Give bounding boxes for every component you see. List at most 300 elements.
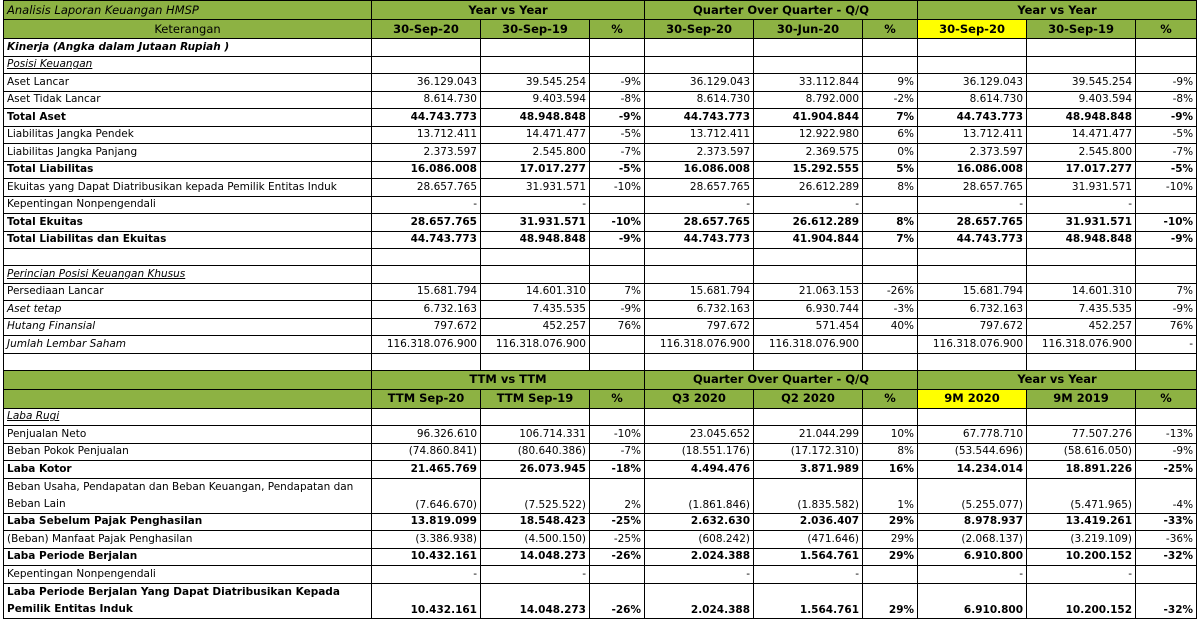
value-cell: -	[645, 566, 754, 584]
value-cell: 13.712.411	[645, 126, 754, 144]
col-header: %	[590, 20, 645, 39]
col-header: %	[863, 20, 918, 39]
row-label: Laba Kotor	[4, 461, 372, 479]
value-cell: 106.714.331	[481, 426, 590, 444]
percent-cell: 8%	[863, 179, 918, 197]
header-row-columns-2	[4, 389, 1197, 408]
value-cell: 14.048.273	[481, 583, 590, 618]
empty-cell	[863, 266, 918, 284]
percent-cell: -5%	[1136, 161, 1197, 179]
value-cell: 15.681.794	[918, 283, 1027, 301]
percent-cell: -5%	[590, 126, 645, 144]
empty-cell	[1027, 56, 1136, 74]
percent-cell: 8%	[863, 214, 918, 232]
value-cell: 41.904.844	[754, 231, 863, 249]
col-header: %	[1136, 389, 1197, 408]
percent-cell	[1136, 566, 1197, 584]
percent-cell: -33%	[1136, 513, 1197, 531]
report-title: Analisis Laporan Keuangan HMSP	[4, 1, 372, 20]
value-cell: 3.871.989	[754, 461, 863, 479]
empty-cell	[754, 266, 863, 284]
row-label: Laba Periode Berjalan	[4, 548, 372, 566]
percent-cell: -10%	[590, 179, 645, 197]
empty-header	[4, 389, 372, 408]
percent-cell: -8%	[1136, 91, 1197, 109]
percent-cell	[590, 336, 645, 354]
percent-cell: -8%	[590, 91, 645, 109]
table-row	[4, 513, 1197, 531]
empty-cell	[918, 249, 1027, 266]
empty-cell	[1027, 266, 1136, 284]
spacer-row	[4, 249, 1197, 266]
percent-cell: 29%	[863, 548, 918, 566]
value-cell: 8.614.730	[645, 91, 754, 109]
percent-cell: 10%	[863, 426, 918, 444]
empty-cell	[372, 56, 481, 74]
col-header-highlight: 9M 2020	[918, 389, 1027, 408]
value-cell: 2.024.388	[645, 583, 754, 618]
value-cell: 15.292.555	[754, 161, 863, 179]
col-header: Q2 2020	[754, 389, 863, 408]
empty-cell	[590, 39, 645, 57]
percent-cell: 2%	[590, 478, 645, 513]
percent-cell: -10%	[1136, 179, 1197, 197]
table-row	[4, 531, 1197, 549]
value-cell: 23.045.652	[645, 426, 754, 444]
value-cell: 14.471.477	[1027, 126, 1136, 144]
group-ttm-vs-ttm: TTM vs TTM	[372, 370, 645, 389]
value-cell: 7.435.535	[481, 301, 590, 319]
value-cell: 15.681.794	[645, 283, 754, 301]
empty-cell	[645, 56, 754, 74]
value-cell: (53.544.696)	[918, 443, 1027, 461]
value-cell: 26.612.289	[754, 179, 863, 197]
value-cell: 39.545.254	[481, 74, 590, 92]
value-cell: (2.068.137)	[918, 531, 1027, 549]
value-cell: 6.732.163	[372, 301, 481, 319]
value-cell: 9.403.594	[481, 91, 590, 109]
percent-cell	[863, 336, 918, 354]
percent-cell: 9%	[863, 74, 918, 92]
empty-cell	[4, 249, 372, 266]
value-cell: 2.373.597	[918, 144, 1027, 162]
percent-cell: -9%	[590, 231, 645, 249]
col-header: TTM Sep-20	[372, 389, 481, 408]
value-cell: 2.373.597	[372, 144, 481, 162]
percent-cell: -26%	[590, 583, 645, 618]
table-row	[4, 548, 1197, 566]
value-cell: 48.948.848	[481, 109, 590, 127]
spacer-row	[4, 353, 1197, 370]
empty-cell	[1136, 39, 1197, 57]
value-cell: 21.465.769	[372, 461, 481, 479]
empty-cell	[590, 249, 645, 266]
empty-cell	[1136, 249, 1197, 266]
value-cell: 6.910.800	[918, 583, 1027, 618]
row-label: Jumlah Lembar Saham	[4, 336, 372, 354]
value-cell: 26.612.289	[754, 214, 863, 232]
table-row	[4, 196, 1197, 214]
table-row	[4, 336, 1197, 354]
value-cell: (3.219.109)	[1027, 531, 1136, 549]
percent-cell: -25%	[1136, 461, 1197, 479]
value-cell: (5.255.077)	[918, 478, 1027, 513]
value-cell: 116.318.076.900	[754, 336, 863, 354]
header-row-groups	[4, 1, 1197, 20]
value-cell: 44.743.773	[918, 231, 1027, 249]
value-cell: (7.525.522)	[481, 478, 590, 513]
value-cell: 452.257	[1027, 318, 1136, 336]
value-cell: 2.373.597	[645, 144, 754, 162]
value-cell: 44.743.773	[645, 231, 754, 249]
row-label: Ekuitas yang Dapat Diatribusikan kepada Pemilik Entitas Induk	[4, 179, 372, 197]
value-cell: 6.910.800	[918, 548, 1027, 566]
percent-cell: -10%	[590, 426, 645, 444]
value-cell: 48.948.848	[1027, 231, 1136, 249]
value-cell: 12.922.980	[754, 126, 863, 144]
percent-cell: -5%	[590, 161, 645, 179]
empty-cell	[918, 266, 1027, 284]
value-cell: (7.646.670)	[372, 478, 481, 513]
percent-cell: 7%	[1136, 283, 1197, 301]
empty-cell	[1136, 56, 1197, 74]
percent-cell: -5%	[1136, 126, 1197, 144]
empty-cell	[481, 39, 590, 57]
empty-cell	[645, 249, 754, 266]
value-cell: -	[1027, 196, 1136, 214]
empty-cell	[754, 39, 863, 57]
value-cell: -	[372, 566, 481, 584]
percent-cell	[863, 196, 918, 214]
empty-cell	[481, 249, 590, 266]
row-label: Laba Periode Berjalan Yang Dapat Diatribusikan Kepada Pemilik Entitas Induk	[4, 583, 372, 618]
value-cell: 13.712.411	[372, 126, 481, 144]
value-cell: 4.494.476	[645, 461, 754, 479]
value-cell: 8.614.730	[372, 91, 481, 109]
value-cell: (74.860.841)	[372, 443, 481, 461]
group-year-vs-year-2: Year vs Year	[918, 1, 1197, 20]
value-cell: 10.432.161	[372, 583, 481, 618]
value-cell: -	[918, 566, 1027, 584]
value-cell: 21.063.153	[754, 283, 863, 301]
empty-cell	[1136, 353, 1197, 370]
value-cell: 18.548.423	[481, 513, 590, 531]
table-row	[4, 144, 1197, 162]
value-cell: (80.640.386)	[481, 443, 590, 461]
percent-cell	[590, 196, 645, 214]
empty-cell	[372, 249, 481, 266]
value-cell: 8.792.000	[754, 91, 863, 109]
value-cell: 2.369.575	[754, 144, 863, 162]
empty-cell	[481, 266, 590, 284]
empty-cell	[645, 39, 754, 57]
value-cell: 116.318.076.900	[481, 336, 590, 354]
header-row-columns	[4, 20, 1197, 39]
empty-cell	[918, 408, 1027, 426]
row-label: Liabilitas Jangka Pendek	[4, 126, 372, 144]
percent-cell: -3%	[863, 301, 918, 319]
row-label: Persediaan Lancar	[4, 283, 372, 301]
percent-cell: 29%	[863, 531, 918, 549]
percent-cell: 0%	[863, 144, 918, 162]
empty-cell	[590, 408, 645, 426]
percent-cell: 29%	[863, 583, 918, 618]
value-cell: 116.318.076.900	[372, 336, 481, 354]
empty-cell	[645, 353, 754, 370]
value-cell: 2.545.800	[481, 144, 590, 162]
percent-cell: -9%	[1136, 301, 1197, 319]
row-label: Kepentingan Nonpengendali	[4, 566, 372, 584]
percent-cell: -7%	[590, 144, 645, 162]
percent-cell: -9%	[1136, 109, 1197, 127]
row-label: Total Ekuitas	[4, 214, 372, 232]
row-label: Kinerja (Angka dalam Jutaan Rupiah )	[4, 39, 372, 57]
value-cell: 44.743.773	[372, 109, 481, 127]
value-cell: 1.564.761	[754, 548, 863, 566]
empty-cell	[590, 56, 645, 74]
value-cell: 15.681.794	[372, 283, 481, 301]
percent-cell: -9%	[590, 109, 645, 127]
empty-cell	[1136, 266, 1197, 284]
value-cell: 116.318.076.900	[918, 336, 1027, 354]
table-row	[4, 179, 1197, 197]
empty-cell	[4, 353, 372, 370]
empty-cell	[754, 408, 863, 426]
empty-cell	[863, 353, 918, 370]
group-year-vs-year: Year vs Year	[372, 1, 645, 20]
percent-cell: 7%	[590, 283, 645, 301]
percent-cell	[590, 566, 645, 584]
value-cell: 17.017.277	[1027, 161, 1136, 179]
table-row	[4, 461, 1197, 479]
col-header: 30-Sep-20	[645, 20, 754, 39]
percent-cell: -26%	[590, 548, 645, 566]
value-cell: 9.403.594	[1027, 91, 1136, 109]
table-row	[4, 426, 1197, 444]
col-header: 30-Sep-19	[481, 20, 590, 39]
value-cell: 44.743.773	[372, 231, 481, 249]
value-cell: 452.257	[481, 318, 590, 336]
value-cell: (1.835.582)	[754, 478, 863, 513]
percent-cell: 5%	[863, 161, 918, 179]
row-label: Laba Rugi	[4, 408, 372, 426]
percent-cell: 7%	[863, 231, 918, 249]
row-label: Perincian Posisi Keuangan Khusus	[4, 266, 372, 284]
col-header: 9M 2019	[1027, 389, 1136, 408]
value-cell: 26.073.945	[481, 461, 590, 479]
table-row	[4, 91, 1197, 109]
value-cell: 21.044.299	[754, 426, 863, 444]
empty-cell	[918, 56, 1027, 74]
value-cell: 16.086.008	[645, 161, 754, 179]
empty-cell	[918, 353, 1027, 370]
value-cell: -	[754, 196, 863, 214]
table-row	[4, 478, 1197, 513]
row-label: Aset Tidak Lancar	[4, 91, 372, 109]
empty-cell	[481, 56, 590, 74]
value-cell: 10.200.152	[1027, 548, 1136, 566]
percent-cell: -9%	[590, 301, 645, 319]
value-cell: 48.948.848	[481, 231, 590, 249]
empty-cell	[754, 249, 863, 266]
empty-cell	[754, 353, 863, 370]
percent-cell: -	[1136, 336, 1197, 354]
value-cell: 28.657.765	[645, 179, 754, 197]
value-cell: 571.454	[754, 318, 863, 336]
value-cell: 10.432.161	[372, 548, 481, 566]
empty-cell	[645, 408, 754, 426]
col-header: %	[590, 389, 645, 408]
value-cell: 28.657.765	[372, 214, 481, 232]
col-header: %	[1136, 20, 1197, 39]
row-label: Beban Usaha, Pendapatan dan Beban Keuangan, Pendapatan dan Beban Lain	[4, 478, 372, 513]
col-header: TTM Sep-19	[481, 389, 590, 408]
percent-cell: -25%	[590, 531, 645, 549]
value-cell: (18.551.176)	[645, 443, 754, 461]
row-label: (Beban) Manfaat Pajak Penghasilan	[4, 531, 372, 549]
col-keterangan: Keterangan	[4, 20, 372, 39]
table-row	[4, 301, 1197, 319]
percent-cell: -36%	[1136, 531, 1197, 549]
table-row	[4, 126, 1197, 144]
value-cell: (5.471.965)	[1027, 478, 1136, 513]
section-laba-rugi	[4, 408, 1197, 426]
value-cell: 2.024.388	[645, 548, 754, 566]
row-label: Total Liabilitas dan Ekuitas	[4, 231, 372, 249]
percent-cell: -9%	[590, 74, 645, 92]
row-label: Laba Sebelum Pajak Penghasilan	[4, 513, 372, 531]
row-label: Hutang Finansial	[4, 318, 372, 336]
percent-cell: -2%	[863, 91, 918, 109]
value-cell: (58.616.050)	[1027, 443, 1136, 461]
value-cell: 8.978.937	[918, 513, 1027, 531]
value-cell: 6.930.744	[754, 301, 863, 319]
section-kinerja	[4, 39, 1197, 57]
empty-cell	[1027, 353, 1136, 370]
value-cell: 2.036.407	[754, 513, 863, 531]
empty-cell	[481, 408, 590, 426]
group-year-vs-year-3: Year vs Year	[918, 370, 1197, 389]
empty-cell	[1027, 249, 1136, 266]
value-cell: 31.931.571	[481, 179, 590, 197]
table-row	[4, 231, 1197, 249]
value-cell: 44.743.773	[918, 109, 1027, 127]
empty-cell	[863, 408, 918, 426]
value-cell: -	[645, 196, 754, 214]
empty-cell	[590, 353, 645, 370]
value-cell: 14.601.310	[481, 283, 590, 301]
value-cell: -	[754, 566, 863, 584]
value-cell: (471.646)	[754, 531, 863, 549]
empty-cell	[918, 39, 1027, 57]
value-cell: 41.904.844	[754, 109, 863, 127]
value-cell: (608.242)	[645, 531, 754, 549]
percent-cell: -25%	[590, 513, 645, 531]
table-row	[4, 109, 1197, 127]
table-row	[4, 161, 1197, 179]
value-cell: 8.614.730	[918, 91, 1027, 109]
value-cell: 44.743.773	[645, 109, 754, 127]
value-cell: 6.732.163	[645, 301, 754, 319]
percent-cell: 40%	[863, 318, 918, 336]
value-cell: 28.657.765	[372, 179, 481, 197]
percent-cell: -9%	[1136, 443, 1197, 461]
value-cell: 36.129.043	[645, 74, 754, 92]
table-row	[4, 443, 1197, 461]
percent-cell: 29%	[863, 513, 918, 531]
percent-cell: 7%	[863, 109, 918, 127]
value-cell: 33.112.844	[754, 74, 863, 92]
percent-cell: 6%	[863, 126, 918, 144]
value-cell: 13.419.261	[1027, 513, 1136, 531]
value-cell: 28.657.765	[645, 214, 754, 232]
table-row	[4, 74, 1197, 92]
col-header: 30-Jun-20	[754, 20, 863, 39]
empty-cell	[372, 353, 481, 370]
row-label: Posisi Keuangan	[4, 56, 372, 74]
empty-cell	[1027, 39, 1136, 57]
table-row	[4, 283, 1197, 301]
table-row	[4, 583, 1197, 618]
percent-cell: -13%	[1136, 426, 1197, 444]
percent-cell: 8%	[863, 443, 918, 461]
empty-cell	[863, 56, 918, 74]
value-cell: (4.500.150)	[481, 531, 590, 549]
percent-cell	[863, 566, 918, 584]
value-cell: 14.601.310	[1027, 283, 1136, 301]
value-cell: 28.657.765	[918, 179, 1027, 197]
col-header: 30-Sep-20	[372, 20, 481, 39]
col-header: 30-Sep-19	[1027, 20, 1136, 39]
empty-cell	[863, 39, 918, 57]
value-cell: (17.172.310)	[754, 443, 863, 461]
value-cell: 18.891.226	[1027, 461, 1136, 479]
value-cell: 10.200.152	[1027, 583, 1136, 618]
row-label: Aset tetap	[4, 301, 372, 319]
value-cell: (1.861.846)	[645, 478, 754, 513]
percent-cell: -32%	[1136, 583, 1197, 618]
value-cell: 116.318.076.900	[1027, 336, 1136, 354]
row-label: Aset Lancar	[4, 74, 372, 92]
percent-cell: -18%	[590, 461, 645, 479]
section-perincian	[4, 266, 1197, 284]
row-label: Total Aset	[4, 109, 372, 127]
row-label: Liabilitas Jangka Panjang	[4, 144, 372, 162]
percent-cell: -7%	[1136, 144, 1197, 162]
value-cell: -	[918, 196, 1027, 214]
col-header: %	[863, 389, 918, 408]
empty-cell	[372, 39, 481, 57]
value-cell: -	[372, 196, 481, 214]
empty-cell	[481, 353, 590, 370]
value-cell: 31.931.571	[1027, 179, 1136, 197]
row-label: Beban Pokok Penjualan	[4, 443, 372, 461]
value-cell: -	[481, 196, 590, 214]
value-cell: 67.778.710	[918, 426, 1027, 444]
value-cell: 48.948.848	[1027, 109, 1136, 127]
empty-cell	[590, 266, 645, 284]
value-cell: 1.564.761	[754, 583, 863, 618]
value-cell: 2.545.800	[1027, 144, 1136, 162]
value-cell: 31.931.571	[481, 214, 590, 232]
value-cell: 7.435.535	[1027, 301, 1136, 319]
header-row-groups-2	[4, 370, 1197, 389]
group-quarter-over-quarter-2: Quarter Over Quarter - Q/Q	[645, 370, 918, 389]
value-cell: (3.386.938)	[372, 531, 481, 549]
percent-cell: 76%	[590, 318, 645, 336]
percent-cell	[1136, 196, 1197, 214]
value-cell: 77.507.276	[1027, 426, 1136, 444]
